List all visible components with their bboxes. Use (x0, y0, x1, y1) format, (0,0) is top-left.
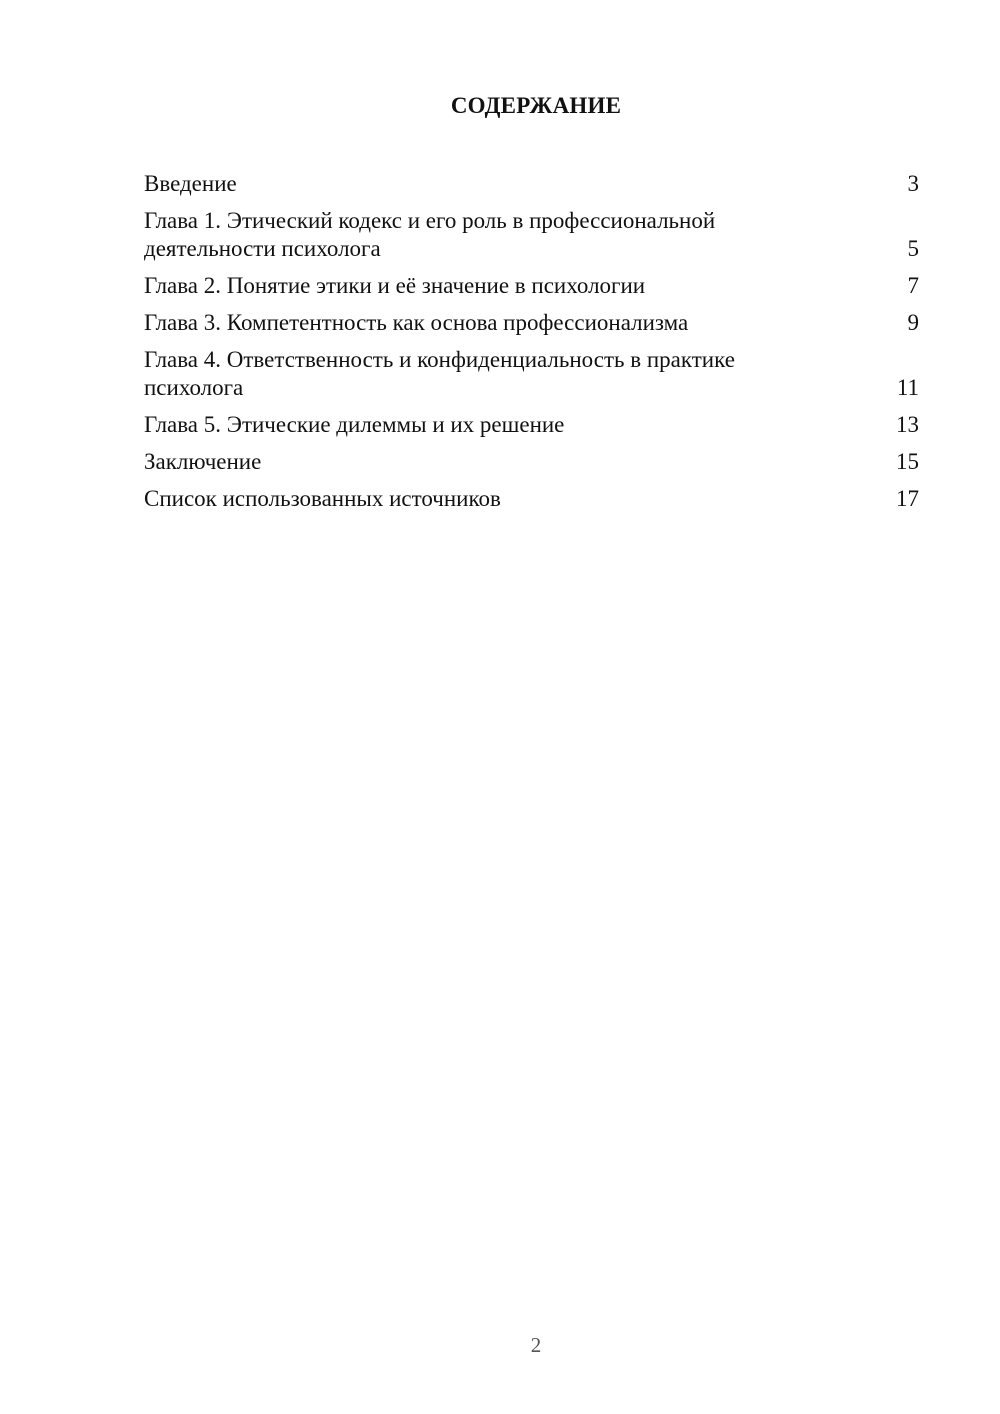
toc-entry-page: 9 (907, 310, 919, 335)
toc-entry (144, 170, 919, 198)
toc-entry (144, 272, 919, 300)
toc-entry-page: 11 (896, 375, 919, 400)
toc-entry (144, 485, 919, 513)
toc-entry-title: Глава 4. Ответственность и конфиденциальность в практике психолога (144, 347, 735, 400)
toc-entry-page: 15 (896, 449, 919, 474)
toc-entry-page: 17 (896, 486, 919, 511)
toc-entry-title: Глава 2. Понятие этики и её значение в психологии (144, 273, 646, 298)
toc-entry (144, 411, 919, 439)
toc-entry-title: Введение (144, 171, 237, 196)
toc-entry-page: 5 (907, 236, 919, 261)
toc-entry-title: Глава 5. Этические дилеммы и их решение (144, 412, 565, 437)
toc-title: СОДЕРЖАНИЕ (450, 93, 622, 118)
toc-entry-title: Заключение (144, 449, 262, 474)
toc-entry (144, 346, 919, 402)
table-of-contents (144, 170, 919, 522)
toc-entry-page: 3 (907, 171, 919, 196)
toc-entry-title: Список использованных источников (144, 486, 501, 511)
toc-entry-title: Глава 1. Этический кодекс и его роль в профессиональной деятельности психолога (144, 208, 716, 261)
toc-entry (144, 309, 919, 337)
toc-entry (144, 448, 919, 476)
toc-entry-page: 7 (907, 273, 919, 298)
toc-entry (144, 207, 919, 263)
toc-entry-page: 13 (896, 412, 919, 437)
toc-entry-title: Глава 3. Компетентность как основа профессионализма (144, 310, 689, 335)
page-number: 2 (530, 1333, 542, 1357)
